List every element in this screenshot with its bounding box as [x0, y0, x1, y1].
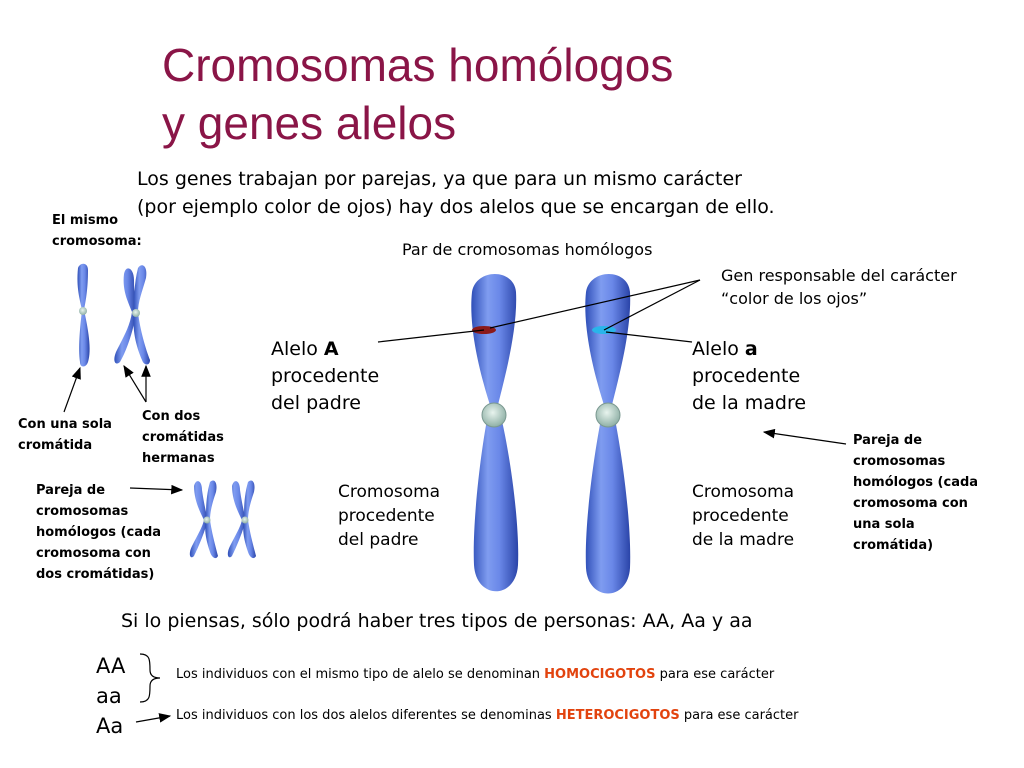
summary-text: Si lo piensas, sólo podrá haber tres tipos de personas: AA, Aa y aa [121, 610, 753, 632]
page-title-line1: Cromosomas homólogos [162, 39, 674, 91]
label-two-chromatids: Con dos cromátidas hermanas [142, 409, 224, 466]
heterozygote-definition: Los individuos con los dos alelos diferentes se denominas HETEROCIGOTOS para ese carácter [176, 708, 799, 723]
label-pair-two-chromatids: Pareja de cromosomas homólogos (cada cromosoma con dos cromátidas) [36, 483, 162, 582]
father-chromosome [471, 274, 518, 591]
genotype-AA: AA [96, 654, 126, 678]
arrow-single-chromatid [64, 368, 80, 412]
label-chromosome-father: Cromosoma procedente del padre [338, 482, 441, 550]
intro-line2: (por ejemplo color de ojos) hay dos alelos que se encargan de ello. [137, 196, 775, 218]
arrow-heterozygote [136, 716, 170, 722]
page-title-line2: y genes alelos [162, 97, 457, 149]
two-chromatid-chromosome [114, 265, 150, 364]
label-same-chromosome: El mismo cromosoma: [52, 213, 142, 249]
arrow-pair-one-chromatid [764, 432, 846, 444]
label-allele-A: Alelo A procedente del padre [271, 338, 380, 414]
heterozygote-term: HETEROCIGOTOS [555, 708, 680, 723]
label-one-chromatid: Con una sola cromátida [18, 417, 112, 453]
genotype-aa: aa [96, 684, 122, 708]
connector-lines [378, 280, 700, 342]
label-pair-one-chromatid: Pareja de cromosomas homólogos (cada cromosoma con una sola cromátida) [853, 433, 979, 553]
mother-chromosome [585, 274, 630, 594]
homozygote-definition: Los individuos con el mismo tipo de alelo se denominan HOMOCIGOTOS para ese carácter [176, 667, 775, 682]
arrow-two-chromatids-a [124, 366, 146, 402]
label-gene: Gen responsable del carácter “color de los ojos” [721, 266, 957, 308]
label-allele-a: Alelo a procedente de la madre [692, 338, 807, 414]
genotype-Aa: Aa [96, 714, 124, 738]
homozygote-term: HOMOCIGOTOS [544, 667, 656, 682]
label-homologous-pair: Par de cromosomas homólogos [402, 240, 653, 259]
label-chromosome-mother: Cromosoma procedente de la madre [692, 482, 795, 550]
homozygote-bracket [140, 654, 160, 702]
single-chromatid-chromosome [77, 264, 89, 367]
homologous-pair-two-chromatids [190, 480, 256, 558]
intro-line1: Los genes trabajan por parejas, ya que para un mismo carácter [137, 168, 742, 190]
